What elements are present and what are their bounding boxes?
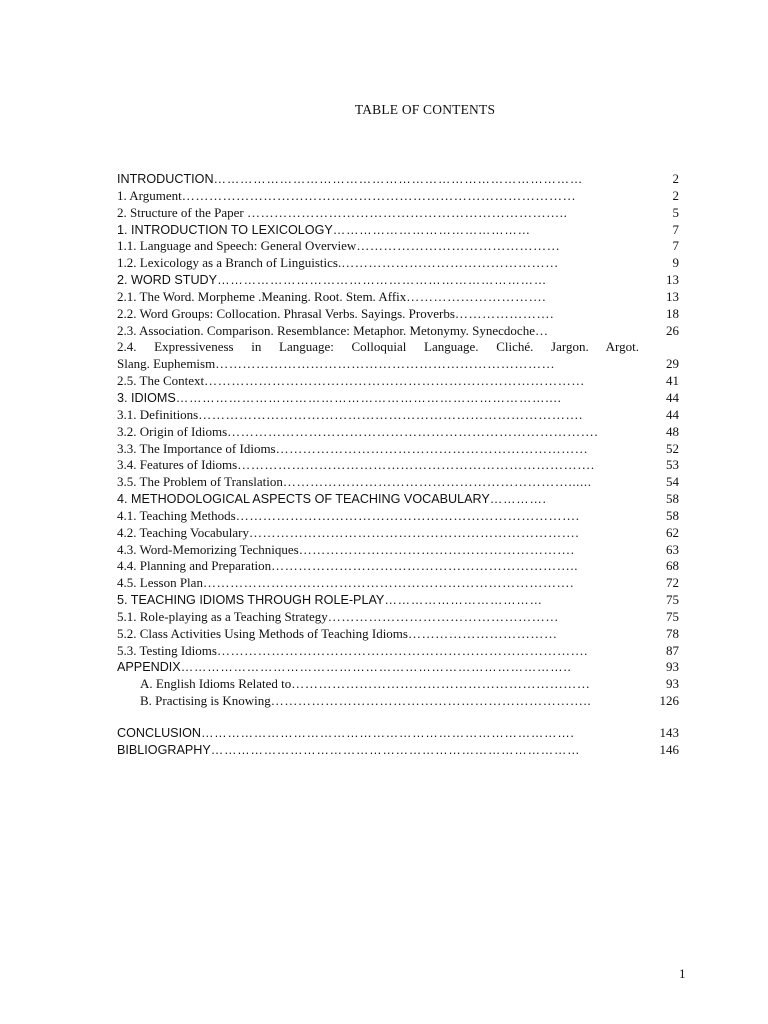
toc-leader-dots: ………………………………………………………………….: [235, 507, 580, 523]
toc-entry-title: 3.1. Definitions: [117, 406, 199, 422]
toc-entry-title: 4.1. Teaching Methods: [117, 507, 236, 523]
toc-entry-title: 3.2. Origin of Idioms: [117, 423, 228, 439]
toc-entry-title: 3.4. Features of Idioms: [117, 457, 238, 473]
toc-page-number: 13: [666, 272, 679, 288]
toc-leader-dots: ……………………………………………………………..: [246, 204, 568, 220]
toc-page-number: 52: [666, 440, 679, 456]
toc-entry-word-groups: [117, 306, 679, 323]
toc-entry-title: 5.2. Class Activities Using Methods of Teaching Idioms: [117, 625, 408, 641]
toc-entry-word-study: [117, 272, 679, 289]
toc-entry-argument: [117, 188, 679, 205]
toc-page-number: 5: [672, 204, 679, 220]
toc-page-number: 2: [672, 171, 679, 186]
toc-leader-dots: ……………………………: [407, 625, 558, 641]
toc-entry-title: 4.4. Planning and Preparation: [117, 558, 272, 574]
toc-page-number: 44: [666, 406, 679, 422]
toc-entry-title: 1. INTRODUCTION TO LEXICOLOGY: [117, 222, 333, 237]
toc-page-number: 75: [666, 608, 679, 624]
toc-entry-title: INTRODUCTION: [117, 172, 214, 186]
toc-entry-title: 1.2. Lexicology as a Branch of Linguistics.: [117, 255, 342, 271]
toc-entry-appendix-b: [117, 693, 679, 710]
toc-leader-dots: ………………………….: [406, 288, 547, 304]
toc-entry-bibliography: [117, 742, 679, 759]
toc-page-number: 143: [659, 725, 679, 740]
toc-leader-dots: …: [534, 322, 549, 338]
toc-entry-language-and-speech: [117, 238, 679, 255]
toc-page-number: 7: [672, 238, 679, 254]
toc-entry-title: 4. METHODOLOGICAL ASPECTS OF TEACHING VOCABULARY: [117, 492, 490, 507]
toc-entry-title: 2. Structure of the Paper: [117, 204, 247, 220]
toc-leader-dots: ………………………………………: [332, 222, 531, 237]
toc-leader-dots: …………………………………………………………: [291, 676, 591, 692]
toc-leader-dots: ……………………………………………………………………………: [181, 187, 577, 203]
toc-entry-title: 1.1. Language and Speech: General Overview: [117, 238, 357, 254]
toc-entry-title: 1. Argument: [117, 187, 182, 203]
toc-entry-role-playing-strategy: [117, 609, 679, 626]
toc-entry-title: B. Practising is Knowing: [140, 693, 271, 709]
toc-page-number: 53: [666, 457, 679, 473]
toc-entry-conclusion: [117, 725, 679, 742]
page-title: TABLE OF CONTENTS: [354, 102, 496, 117]
toc-entry-title: 5. TEACHING IDIOMS THROUGH ROLE-PLAY: [117, 593, 385, 608]
toc-leader-dots: ……………………………………………………………………………..: [180, 660, 572, 675]
toc-leader-dots: …………………………………………………………..: [271, 558, 579, 574]
toc-leader-dots: ……………………………………………………………..: [270, 693, 592, 709]
toc-leader-dots: …………………………………………………………………….: [237, 457, 595, 473]
toc-leader-dots: …………………………………………………………………: [215, 356, 556, 372]
toc-leader-dots: ……………………………………………………………………….: [216, 642, 589, 658]
toc-leader-dots: ……………………………………………………………….: [248, 524, 580, 540]
table-of-contents: [117, 171, 679, 759]
toc-entry-appendix-a: [117, 676, 679, 693]
toc-page-number: 29: [666, 356, 679, 372]
toc-leader-dots: ………………………………………………………………………….: [198, 406, 583, 422]
toc-page-number: 2: [672, 187, 679, 203]
toc-entry-expressiveness: [117, 339, 679, 356]
toc-page-number: 78: [666, 625, 679, 641]
toc-leader-dots: …………………………………………………………………………: [204, 373, 585, 389]
toc-entry-title: 2.3. Association. Comparison. Resemblance: Metaphor. Metonymy. Synecdoche: [117, 322, 535, 338]
toc-leader-dots: ………….: [489, 492, 547, 507]
toc-leader-dots: ………………………………………………………………………….: [200, 726, 575, 740]
toc-entry-teaching-idioms-role-play: [117, 592, 679, 609]
toc-entry-title: 3.3. The Importance of Idioms: [117, 440, 276, 456]
toc-entry-title: BIBLIOGRAPHY: [117, 742, 211, 757]
toc-entry-title: 4.2. Teaching Vocabulary: [117, 524, 249, 540]
toc-entry-teaching-vocabulary: [117, 525, 679, 542]
toc-entry-importance-of-idioms: [117, 441, 679, 458]
toc-page-number: 75: [666, 592, 679, 608]
toc-entry-title: 2. WORD STUDY: [117, 273, 218, 288]
toc-entry-appendix: [117, 659, 679, 676]
toc-entry-introduction: [117, 171, 679, 188]
toc-entry-introduction-to-lexicology: [117, 222, 679, 239]
toc-entry-title: 3. IDIOMS: [117, 390, 176, 405]
toc-entry-title: 5.1. Role-playing as a Teaching Strategy: [117, 608, 328, 624]
toc-leader-dots: ……………………………………………: [327, 608, 559, 624]
toc-page-number: 93: [666, 676, 679, 692]
toc-page-number: 13: [666, 288, 679, 304]
toc-leader-dots: ……………………………………………………………………….: [227, 423, 599, 439]
toc-page-number: 93: [666, 659, 679, 675]
toc-page-number: 44: [666, 389, 679, 405]
page-number: 1: [679, 966, 686, 981]
toc-page-number: 58: [666, 491, 679, 507]
toc-entry-title: 5.3. Testing Idioms: [117, 642, 217, 658]
toc-entry-the-word: [117, 289, 679, 306]
toc-page-number: 58: [666, 507, 679, 523]
toc-entry-definitions: [117, 407, 679, 424]
toc-entry-word-memorizing: [117, 542, 679, 559]
toc-page-number: 41: [666, 373, 679, 389]
toc-entry-association: [117, 323, 679, 340]
toc-page-number: 87: [666, 642, 679, 658]
toc-entry-title: 3.5. The Problem of Translation: [117, 474, 283, 490]
toc-entry-idioms: [117, 390, 679, 407]
toc-leader-dots: …………………………………………………………………………....: [175, 390, 562, 405]
toc-entry-origin-of-idioms: [117, 424, 679, 441]
toc-entry-structure-of-paper: [117, 205, 679, 222]
toc-entry-teaching-methods: [117, 508, 679, 525]
toc-entry-title: CONCLUSION: [117, 726, 201, 740]
toc-entry-planning-preparation: [117, 558, 679, 575]
toc-leader-dots: ………………….: [454, 305, 554, 321]
toc-entry-title: Slang. Euphemism: [117, 356, 216, 372]
toc-leader-dots: ……………………………………………………………: [275, 440, 589, 456]
toc-entry-title: 2.5. The Context: [117, 373, 205, 389]
toc-entry-title: 2.1. The Word. Morpheme .Meaning. Root. Stem. Affix: [117, 288, 407, 304]
toc-page-number: 48: [666, 423, 679, 439]
toc-leader-dots: ………………………………………………………......: [282, 474, 592, 490]
toc-entry-title: A. English Idioms Related to: [140, 676, 292, 692]
toc-leader-dots: …………………………………………………….: [298, 541, 575, 557]
toc-entry-testing-idioms: [117, 643, 679, 660]
toc-entry-title: 2.4. Expressiveness in Language: Colloquial Language. Cliché. Jargon. Argot.: [117, 339, 639, 355]
toc-entry-title: APPENDIX: [117, 660, 181, 675]
toc-page-number: 63: [666, 541, 679, 557]
toc-page-number: 62: [666, 524, 679, 540]
toc-page-number: 68: [666, 558, 679, 574]
toc-entry-title: 2.2. Word Groups: Collocation. Phrasal Verbs. Sayings. Proverbs: [117, 305, 455, 321]
toc-page-number: 146: [659, 741, 679, 757]
toc-entry-class-activities: [117, 626, 679, 643]
toc-page-number: 7: [672, 221, 679, 237]
toc-leader-dots: …………………………………………: [341, 255, 559, 271]
toc-page-number: 26: [666, 322, 679, 338]
toc-page-number: 18: [666, 305, 679, 321]
toc-leader-dots: ………………………………………: [356, 238, 561, 254]
toc-leader-dots: …………………………………………………………………: [217, 273, 547, 288]
toc-entry-context: [117, 373, 679, 390]
toc-page-number: 126: [659, 693, 679, 709]
toc-entry-methodological-aspects: [117, 491, 679, 508]
toc-leader-dots: …………………………………………………………………………: [210, 742, 581, 757]
toc-entry-features-of-idioms: [117, 457, 679, 474]
toc-leader-dots: …………………………………………………………………………: [213, 172, 583, 186]
toc-leader-dots: ……………………………………………………………………….: [202, 575, 575, 591]
toc-entry-title: 4.3. Word-Memorizing Techniques: [117, 541, 299, 557]
toc-spacer: [117, 710, 679, 725]
toc-page-number: 72: [666, 575, 679, 591]
toc-page-number: 54: [666, 474, 679, 490]
toc-entry-title: 4.5. Lesson Plan: [117, 575, 203, 591]
toc-entry-problem-of-translation: [117, 474, 679, 491]
toc-entry-lesson-plan: [117, 575, 679, 592]
toc-page-number: 9: [672, 255, 679, 271]
toc-entry-slang-euphemism: [117, 356, 679, 373]
toc-leader-dots: ………………………………: [384, 593, 543, 608]
toc-entry-lexicology-branch: [117, 255, 679, 272]
